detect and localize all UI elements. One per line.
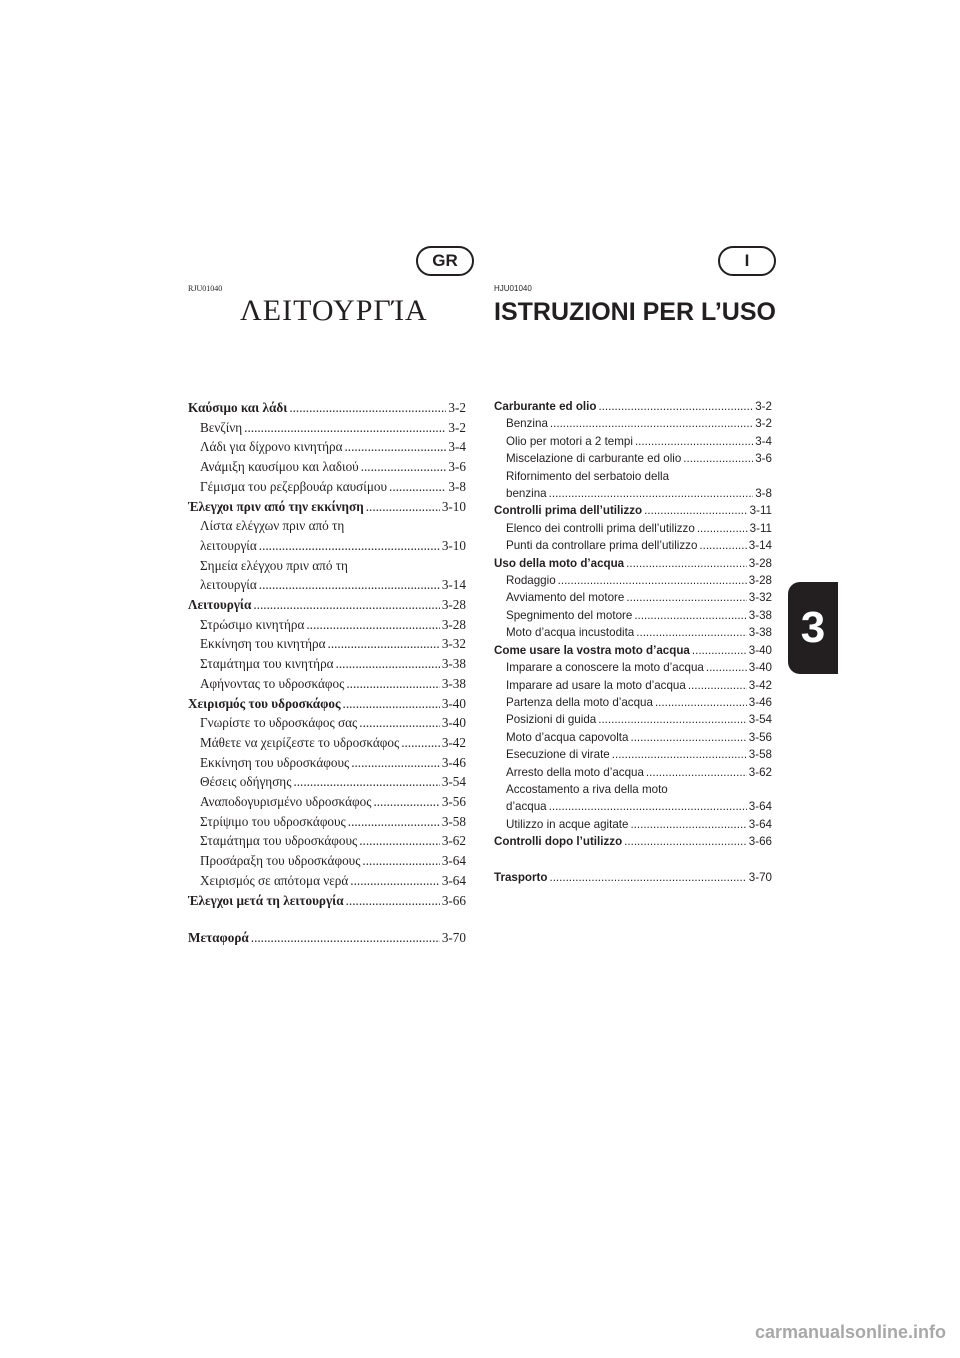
toc-dot-leader <box>351 753 440 773</box>
toc-entry[interactable] <box>494 746 772 763</box>
toc-entry[interactable] <box>188 634 466 654</box>
toc-entry[interactable] <box>188 654 466 674</box>
toc-entry-page: 3-46 <box>441 754 466 770</box>
toc-entry-title: Στρίψιμο του υδροσκάφους <box>200 813 346 829</box>
toc-entry[interactable] <box>188 575 466 595</box>
toc-entry[interactable] <box>188 871 466 891</box>
toc-dot-leader <box>634 607 746 624</box>
toc-entry-page: 3-40 <box>441 715 466 731</box>
toc-entry-page: 3-38 <box>748 626 772 640</box>
toc-entry-title: Olio per motori a 2 tempi <box>506 434 633 448</box>
toc-entry[interactable] <box>494 711 772 728</box>
toc-entry[interactable] <box>188 477 466 497</box>
toc-dot-leader <box>630 729 746 746</box>
toc-entry-page: 3-42 <box>748 678 772 692</box>
toc-entry[interactable] <box>188 536 466 556</box>
toc-dot-leader <box>346 891 440 911</box>
toc-entry-page: 3-11 <box>749 504 772 518</box>
toc-entry-page: 3-2 <box>448 419 466 435</box>
toc-entry-page: 3-6 <box>755 452 772 466</box>
toc-entry[interactable] <box>188 418 466 438</box>
toc-entry-page: 3-4 <box>755 434 772 448</box>
toc-entry[interactable] <box>494 816 772 833</box>
toc-entry[interactable] <box>494 572 772 589</box>
toc-dot-leader <box>655 694 747 711</box>
toc-entry[interactable] <box>188 674 466 694</box>
toc-entry-page: 3-4 <box>448 439 466 455</box>
toc-entry[interactable] <box>494 624 772 641</box>
toc-entry-page: 3-11 <box>749 521 772 535</box>
toc-entry[interactable] <box>188 457 466 477</box>
toc-entry[interactable] <box>188 831 466 851</box>
toc-entry-page: 3-14 <box>748 539 772 553</box>
toc-entry[interactable] <box>494 502 772 519</box>
toc-entry-title: Βενζίνη <box>200 419 243 435</box>
toc-entry[interactable] <box>188 733 466 753</box>
toc-entry-title: Controlli prima dell’utilizzo <box>494 504 643 518</box>
toc-entry[interactable] <box>188 812 466 832</box>
toc-entry-title: Καύσιμο και λάδι <box>188 400 288 415</box>
toc-entry-title: Χειρισμός του υδροσκάφος <box>188 695 341 711</box>
toc-entry-title: Σταμάτημα του υδροσκάφους <box>200 833 358 849</box>
language-badge-gr: GR <box>416 246 474 276</box>
toc-entry-title: Θέσεις οδήγησης <box>200 774 292 790</box>
toc-dot-leader <box>259 575 440 595</box>
watermark: carmanualsonline.info <box>754 1322 946 1342</box>
toc-entry[interactable] <box>494 555 772 572</box>
toc-dot-leader <box>598 711 747 728</box>
toc-entry-page: 3-10 <box>441 498 466 514</box>
toc-entry-page: 3-6 <box>448 459 466 475</box>
toc-entry[interactable] <box>188 772 466 792</box>
toc-entry-title: Προσάραξη του υδροσκάφους <box>200 853 361 869</box>
toc-entry[interactable] <box>188 497 466 517</box>
toc-entry-page: 3-28 <box>441 597 466 613</box>
toc-entry-page: 3-2 <box>448 400 466 415</box>
toc-dot-leader <box>343 694 440 714</box>
toc-entry[interactable] <box>188 792 466 812</box>
toc-entry-page: 3-40 <box>748 643 772 657</box>
toc-entry-page: 3-38 <box>748 608 772 622</box>
toc-entry[interactable] <box>494 589 772 606</box>
toc-entry[interactable] <box>188 851 466 871</box>
toc-dot-leader <box>697 520 748 537</box>
toc-entry-title: Στρώσιμο κινητήρα <box>200 616 305 632</box>
toc-entry-page: 3-28 <box>748 574 772 588</box>
toc-dot-leader <box>630 816 746 833</box>
toc-entry-title: Λάδι για δίχρονο κινητήρα <box>200 439 343 455</box>
toc-dot-leader <box>688 677 747 694</box>
toc-dot-leader <box>549 798 747 815</box>
toc-entry-title: Γνωρίστε το υδροσκάφος σας <box>200 715 358 731</box>
toc-entry[interactable] <box>494 468 772 485</box>
toc-entry[interactable] <box>494 869 772 886</box>
toc-entry-page: 3-64 <box>748 817 772 831</box>
toc-entry[interactable] <box>494 537 772 554</box>
toc-entry-page: 3-70 <box>748 870 772 884</box>
toc-dot-leader <box>306 615 439 635</box>
section-code-it: HJU01040 <box>494 284 532 293</box>
toc-entry-title: Esecuzione di virate <box>506 748 610 762</box>
toc-entry[interactable] <box>494 607 772 624</box>
toc-dot-leader <box>346 674 439 694</box>
toc-entry-title: Moto d’acqua capovolta <box>506 730 629 744</box>
toc-entry[interactable] <box>188 556 466 576</box>
toc-dot-leader <box>361 457 447 477</box>
toc-entry-title: Σημεία ελέγχου πριν από τη <box>200 557 348 573</box>
toc-dot-leader <box>636 624 747 641</box>
toc-entry[interactable] <box>494 520 772 537</box>
toc-entry[interactable] <box>494 833 772 850</box>
toc-entry-title: Punti da controllare prima dell’utilizzo <box>506 539 698 553</box>
toc-entry-title: λειτουργία <box>200 537 257 553</box>
chapter-heading-gr: ΛΕΙΤΟΥΡΓΊΑ <box>240 294 428 327</box>
toc-dot-leader <box>350 871 440 891</box>
toc-dot-leader <box>366 497 440 517</box>
toc-entry[interactable] <box>188 928 466 948</box>
toc-entry[interactable] <box>188 891 466 911</box>
toc-entry-title: Εκκίνηση του κινητήρα <box>200 636 326 652</box>
chapter-tab[interactable]: 3 <box>788 582 838 674</box>
toc-entry[interactable] <box>188 516 466 536</box>
toc-entry-page: 3-38 <box>441 656 466 672</box>
toc-entry-title: Arresto della moto d’acqua <box>506 765 644 779</box>
toc-entry-title: Trasporto <box>494 870 548 884</box>
toc-dot-leader <box>359 713 440 733</box>
toc-entry-title: Εκκίνηση του υδροσκάφους <box>200 754 350 770</box>
toc-entry-page: 3-40 <box>748 661 772 675</box>
toc-dot-leader <box>646 764 747 781</box>
toc-dot-leader <box>348 812 440 832</box>
toc-entry[interactable] <box>188 694 466 714</box>
toc-dot-leader <box>345 437 447 457</box>
section-code-gr: RJU01040 <box>188 284 223 293</box>
toc-dot-leader <box>401 733 440 753</box>
table-of-contents-gr <box>188 398 466 948</box>
toc-entry-page: 3-66 <box>748 835 772 849</box>
toc-entry[interactable] <box>494 398 772 415</box>
toc-entry[interactable] <box>188 753 466 773</box>
toc-entry-title: Uso della moto d’acqua <box>494 556 625 570</box>
toc-dot-leader <box>626 589 746 606</box>
toc-entry-title: d’acqua <box>506 800 547 814</box>
toc-entry-title: Rifornimento del serbatoio della <box>506 469 670 483</box>
toc-entry-title: Controlli dopo l’utilizzo <box>494 835 623 849</box>
toc-entry-page: 3-38 <box>441 675 466 691</box>
toc-entry-title: Αναποδογυρισμένο υδροσκάφος <box>200 794 372 810</box>
toc-dot-leader <box>244 418 446 438</box>
toc-entry-title: Avviamento del motore <box>506 591 625 605</box>
toc-dot-leader <box>612 746 747 763</box>
toc-entry-title: Partenza della moto d’acqua <box>506 695 653 709</box>
toc-entry-title: Χειρισμός σε απότομα νερά <box>200 872 349 888</box>
toc-entry-title: Αφήνοντας το υδροσκάφος <box>200 675 345 691</box>
toc-entry-title: Έλεγχοι πριν από την εκκίνηση <box>188 498 364 514</box>
toc-dot-leader <box>644 502 748 519</box>
toc-entry-page: 3-40 <box>441 695 466 711</box>
toc-dot-leader <box>373 792 439 812</box>
toc-dot-leader <box>253 595 439 615</box>
toc-entry-page: 3-46 <box>748 695 772 709</box>
toc-dot-leader <box>389 477 446 497</box>
toc-dot-leader <box>706 659 747 676</box>
toc-entry-page: 3-14 <box>441 577 466 593</box>
toc-entry-page: 3-54 <box>748 713 772 727</box>
chapter-heading-it: ISTRUZIONI PER L’USO <box>494 298 776 326</box>
toc-entry-page: 3-62 <box>441 833 466 849</box>
toc-entry-title: Come usare la vostra moto d’acqua <box>494 643 690 657</box>
toc-entry-title: Γέμισμα του ρεζερβουάρ καυσίμου <box>200 478 388 494</box>
toc-entry-title: Rodaggio <box>506 574 556 588</box>
toc-entry[interactable] <box>494 764 772 781</box>
toc-entry-title: Μεταφορά <box>188 930 249 946</box>
toc-entry-page: 3-64 <box>748 800 772 814</box>
toc-dot-leader <box>259 536 440 556</box>
toc-entry-page: 3-56 <box>748 730 772 744</box>
toc-entry[interactable] <box>494 677 772 694</box>
toc-dot-leader <box>359 831 440 851</box>
toc-entry-title: Accostamento a riva della moto <box>506 782 668 796</box>
toc-entry[interactable] <box>494 781 772 798</box>
toc-entry-title: Spegnimento del motore <box>506 608 633 622</box>
toc-entry-title: Utilizzo in acque agitate <box>506 817 629 831</box>
toc-entry-title: λειτουργία <box>200 577 257 593</box>
toc-entry-title: Ανάμιξη καυσίμου και λαδιού <box>200 459 359 475</box>
toc-entry[interactable] <box>494 642 772 659</box>
toc-entry[interactable] <box>494 659 772 676</box>
toc-dot-leader <box>362 851 439 871</box>
toc-dot-leader <box>692 642 747 659</box>
toc-dot-leader <box>293 772 439 792</box>
toc-dot-leader <box>289 398 446 418</box>
toc-entry-title: benzina <box>506 487 547 501</box>
toc-dot-leader <box>558 572 747 589</box>
toc-entry-page: 3-2 <box>755 400 772 413</box>
toc-dot-leader <box>683 450 753 467</box>
toc-entry-page: 3-54 <box>441 774 466 790</box>
toc-entry-title: Λειτουργία <box>188 597 252 613</box>
toc-entry-title: Έλεγχοι μετά τη λειτουργία <box>188 892 344 908</box>
toc-entry-page: 3-64 <box>441 853 466 869</box>
toc-entry-page: 3-8 <box>755 487 772 501</box>
toc-entry[interactable] <box>494 415 772 432</box>
toc-dot-leader <box>598 398 753 415</box>
toc-entry-title: Elenco dei controlli prima dell’utilizzo <box>506 521 695 535</box>
toc-dot-leader <box>635 433 753 450</box>
toc-entry-page: 3-32 <box>441 636 466 652</box>
toc-entry[interactable] <box>494 433 772 450</box>
toc-entry[interactable] <box>494 694 772 711</box>
toc-entry-title: Μάθετε να χειρίζεστε το υδροσκάφος <box>200 734 400 750</box>
toc-entry-page: 3-28 <box>748 556 772 570</box>
toc-entry[interactable] <box>188 398 466 418</box>
toc-entry-page: 3-70 <box>441 930 466 946</box>
toc-entry-title: Posizioni di guida <box>506 713 597 727</box>
toc-dot-leader <box>626 555 747 572</box>
toc-entry-title: Λίστα ελέγχων πριν από τη <box>200 518 345 534</box>
toc-entry-page: 3-8 <box>448 478 466 494</box>
toc-dot-leader <box>336 654 440 674</box>
toc-entry[interactable] <box>188 595 466 615</box>
toc-entry-title: Imparare ad usare la moto d’acqua <box>506 678 686 692</box>
language-badge-it: I <box>718 246 776 276</box>
toc-entry-page: 3-62 <box>748 765 772 779</box>
toc-entry-page: 3-66 <box>441 892 466 908</box>
toc-entry-page: 3-56 <box>441 794 466 810</box>
toc-entry-page: 3-64 <box>441 872 466 888</box>
toc-entry[interactable] <box>494 450 772 467</box>
toc-dot-leader <box>550 415 753 432</box>
toc-entry-page: 3-28 <box>441 616 466 632</box>
toc-entry[interactable] <box>188 615 466 635</box>
toc-entry[interactable] <box>494 729 772 746</box>
toc-dot-leader <box>549 485 754 502</box>
toc-entry-page: 3-10 <box>441 537 466 553</box>
toc-entry-title: Carburante ed olio <box>494 400 597 413</box>
toc-entry-page: 3-32 <box>748 591 772 605</box>
toc-entry[interactable] <box>188 437 466 457</box>
toc-dot-leader <box>251 928 440 948</box>
toc-entry-title: Benzina <box>506 417 548 431</box>
table-of-contents-it <box>494 398 772 886</box>
toc-entry[interactable] <box>494 485 772 502</box>
toc-entry-title: Moto d’acqua incustodita <box>506 626 635 640</box>
toc-entry-title: Miscelazione di carburante ed olio <box>506 452 682 466</box>
toc-entry-page: 3-2 <box>755 417 772 431</box>
toc-dot-leader <box>699 537 746 554</box>
toc-entry-page: 3-42 <box>441 734 466 750</box>
toc-entry-title: Imparare a conoscere la moto d’acqua <box>506 661 704 675</box>
toc-dot-leader <box>624 833 747 850</box>
toc-entry[interactable] <box>188 713 466 733</box>
toc-entry-title: Σταμάτημα του κινητήρα <box>200 656 334 672</box>
toc-entry-page: 3-58 <box>748 748 772 762</box>
toc-entry[interactable] <box>494 798 772 815</box>
toc-dot-leader <box>549 869 746 886</box>
toc-dot-leader <box>328 634 440 654</box>
toc-entry-page: 3-58 <box>441 813 466 829</box>
